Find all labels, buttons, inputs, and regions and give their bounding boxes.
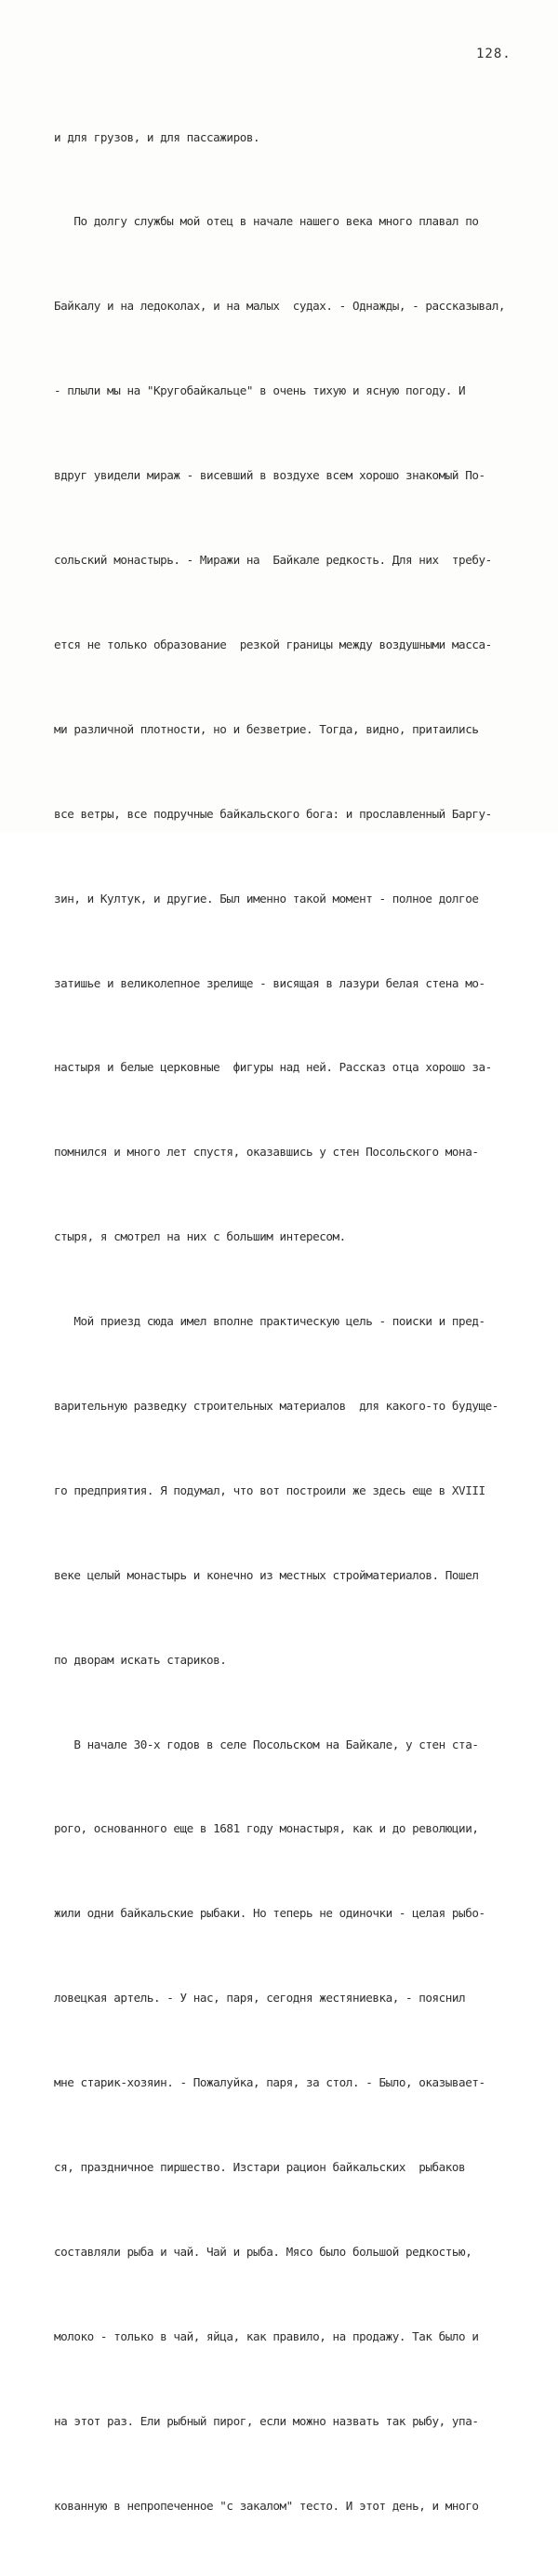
text-line: Мой приезд сюда имел вполне практическую цель - поиски и пред- bbox=[54, 1314, 485, 1329]
text-line: стыря, я смотрел на них с большим интересом. bbox=[54, 1229, 346, 1244]
text-line: на этот раз. Ели рыбный пирог, если можно назвать так рыбу, упа- bbox=[54, 2413, 479, 2428]
text-line: ется не только образование резкой границы между воздушными масса- bbox=[54, 637, 492, 651]
text-line: веке целый монастырь и конечно из местных стройматериалов. Пошел bbox=[54, 1567, 479, 1582]
text-line: Байкалу и на ледоколах, и на малых судах. - Однажды, - рассказывал, bbox=[54, 299, 505, 314]
text-line: В начале 30-х годов в селе Посольском на Байкале, у стен ста- bbox=[54, 1737, 479, 1751]
text-line: вдруг увидели мираж - висевший в воздухе всем хорошо знакомый По- bbox=[54, 468, 485, 483]
text-line: по дворам искать стариков. bbox=[54, 1652, 227, 1667]
text-line: помнился и много лет спустя, оказавшись у стен Посольского мона- bbox=[54, 1145, 479, 1160]
text-line: и для грузов, и для пассажиров. bbox=[54, 129, 260, 144]
text-line: составляли рыба и чай. Чай и рыба. Мясо было большой редкостью, bbox=[54, 2244, 472, 2259]
page-number: 128. bbox=[476, 47, 512, 61]
text-line: ся, праздничное пиршество. Изстари рацион байкальских рыбаков bbox=[54, 2159, 466, 2174]
text-line: кованную в непропеченное "с закалом" тесто. И этот день, и много bbox=[54, 2498, 479, 2513]
text-line: варительную разведку строительных материалов для какого-то будуще- bbox=[54, 1398, 498, 1413]
text-line: рого, основанного еще в 1681 году монастыря, как и до революции, bbox=[54, 1821, 479, 1836]
text-line: - плыли мы на "Кругобайкальце" в очень тихую и ясную погоду. И bbox=[54, 383, 466, 398]
text-line: ловецкая артель. - У нас, паря, сегодня жестяниевка, - пояснил bbox=[54, 1991, 466, 2006]
text-line: все ветры, все подручные байкальского бога: и прославленный Баргу- bbox=[54, 806, 492, 821]
text-line: зин, и Култук, и другие. Был именно такой момент - полное долгое bbox=[54, 891, 479, 906]
body-text bbox=[54, 67, 556, 2576]
text-line: ми различной плотности, но и безветрие. Тогда, видно, притаились bbox=[54, 721, 479, 736]
text-line: По долгу службы мой отец в начале нашего века много плавал по bbox=[54, 214, 479, 229]
text-line: затишье и великолепное зрелище - висящая в лазури белая стена мо- bbox=[54, 975, 485, 990]
text-line: сольский монастырь. - Миражи на Байкале редкость. Для них требу- bbox=[54, 553, 492, 568]
text-line: молоко - только в чай, яйца, как правило, на продажу. Так было и bbox=[54, 2328, 479, 2343]
text-line: настыря и белые церковные фигуры над ней. Рассказ отца хорошо за- bbox=[54, 1060, 492, 1075]
text-line: жили одни байкальские рыбаки. Но теперь не одиночки - целая рыбо- bbox=[54, 1906, 485, 1921]
text-line: мне старик-хозяин. - Пожалуйка, паря, за стол. - Было, оказывает- bbox=[54, 2075, 485, 2090]
text-line: го предприятия. Я подумал, что вот построили же здесь еще в XVIII bbox=[54, 1483, 485, 1497]
